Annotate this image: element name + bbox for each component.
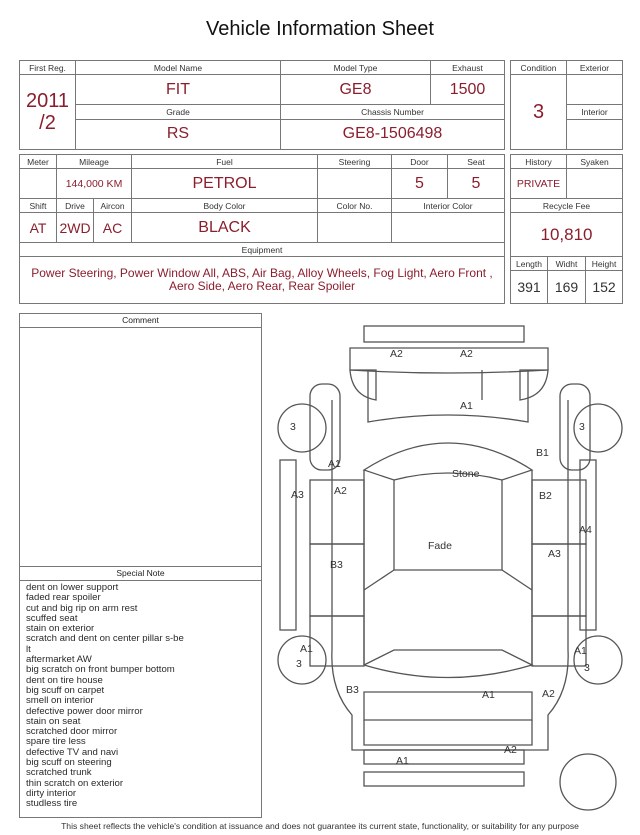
special-note-item: thin scratch on exterior [26,777,124,789]
side-skirt-left [280,460,296,630]
width-label: Widht [548,257,586,271]
door-rear-left [310,544,364,616]
color-no-label: Color No. [318,199,392,213]
model-type-label: Model Type [281,61,431,75]
trunk [364,692,532,720]
diag-center-fade: Fade [428,540,452,552]
special-note-item: stain on exterior [26,623,95,635]
drive-label: Drive [57,199,94,213]
condition-table [510,60,623,150]
grade-value: RS [76,119,281,149]
hood [368,370,528,422]
special-note-item: dent on tire house [26,674,103,686]
color-no-value [318,213,392,243]
front-fender-right [560,384,590,470]
special-note-item: lt [26,643,31,655]
first-reg-year: 2011 [25,90,69,113]
interior-color-value [392,213,505,243]
diag-fender-left-a1: A1 [328,458,341,470]
special-note-label: Special Note [20,567,261,581]
spec-table [19,154,505,304]
special-note-item: aftermarket AW [26,654,92,666]
diag-hood-a1: A1 [460,400,473,412]
equipment-value: Power Steering, Power Window All, ABS, Air Bag, Alloy Wheels, Fog Light, Aero Front , Aero Side, Aero Rear, Rear Spoiler [20,257,505,304]
diag-tire-rl-a1: A1 [300,643,313,655]
special-note-list [20,581,261,810]
wheel-front-left [278,404,326,452]
special-note-box [19,566,262,818]
roof [394,480,502,570]
body-color-value: BLACK [132,213,318,243]
chassis-value: GE8-1506498 [281,119,505,149]
special-note-item: spare tire less [26,736,86,748]
diag-front-left-a2: A2 [390,348,403,360]
history-value: PRIVATE [511,169,567,199]
special-note-item: scratched trunk [26,767,92,779]
special-note-item: studless tire [26,798,78,810]
special-note-item: dirty interior [26,787,77,799]
first-reg-value [20,75,76,150]
diag-right-a4: A4 [579,524,592,536]
shift-label: Shift [20,199,57,213]
body-color-label: Body Color [132,199,318,213]
seat-value: 5 [448,169,505,199]
diag-rear-right-a2: A2 [542,688,555,700]
model-name-value: FIT [76,75,281,105]
special-note-item: dent on lower support [26,582,119,593]
first-reg-month: /2 [39,112,56,135]
exhaust-value: 1500 [431,75,505,105]
length-label: Length [511,257,548,271]
exhaust-label: Exhaust [431,61,505,75]
grade-label: Grade [76,105,281,119]
special-note-item: big scuff on steering [26,757,112,769]
diag-rear-center-a1: A1 [482,689,495,701]
diag-bumper-right-a2: A2 [504,744,517,756]
model-type-value: GE8 [281,75,431,105]
body-outline [332,400,568,750]
model-name-label: Model Name [76,61,281,75]
first-reg-label: First Reg. [20,61,76,75]
aircon-label: Aircon [94,199,132,213]
footer-disclaimer: This sheet reflects the vehicle's condition at issuance and does not guarantee its current state, functionality, or suitability for any purpose [61,821,579,831]
special-note-item: cut and big rip on arm rest [26,602,138,614]
steering-value [318,169,392,199]
drive-value: 2WD [57,213,94,243]
spare-tire [560,754,616,810]
rear-window [364,650,532,678]
side-skirt-right [580,460,596,630]
diag-tire-rr-a1: A1 [574,645,587,657]
headlight-left [350,370,376,400]
diag-right-b2: B2 [539,490,552,502]
seat-label: Seat [448,155,505,169]
windshield [364,443,532,480]
recycle-fee-label: Recycle Fee [511,199,623,213]
quarter-right [532,616,586,666]
special-note-item: scuffed seat [26,612,78,624]
model-info-table [19,60,505,150]
aircon-value: AC [94,213,132,243]
history-label: History [511,155,567,169]
quarter-left [310,616,364,666]
diag-left-a2: A2 [334,485,347,497]
page-title: Vehicle Information Sheet [206,18,434,40]
special-note-item: scratch and dent on center pillar s-be [26,633,184,645]
diag-tire-fl: 3 [290,421,296,433]
syaken-label: Syaken [567,155,623,169]
diag-bumper-left-a1: A1 [396,755,409,767]
shift-value: AT [20,213,57,243]
special-note-item: smell on interior [26,695,94,707]
comment-box [19,313,262,567]
meter-value [20,169,57,199]
special-note-item: scratched door mirror [26,726,118,738]
diag-rear-left-b3: B3 [346,684,359,696]
interior-color-label: Interior Color [392,199,505,213]
diag-right-a3: A3 [548,548,561,560]
history-table [510,154,623,304]
front-bumper-bar [364,326,524,342]
diag-tire-rl-3: 3 [296,658,302,670]
special-note-item: big scratch on front bumper bottom [26,664,175,676]
height-label: Height [586,257,623,271]
comment-label: Comment [20,314,261,328]
front-bumper [350,348,548,373]
door-value: 5 [392,169,448,199]
equipment-label: Equipment [20,243,505,257]
car-damage-diagram [272,320,628,820]
condition-value: 3 [511,75,567,150]
height-value: 152 [586,271,623,304]
mileage-label: Mileage [57,155,132,169]
diag-tire-rr-3: 3 [584,662,590,674]
rear-bumper-bar [364,772,524,786]
wheel-rear-right [574,636,622,684]
special-note-item: defective TV and navi [26,746,119,758]
special-note-item: big scuff on carpet [26,684,105,696]
length-value: 391 [511,271,548,304]
recycle-fee-value: 10,810 [511,213,623,257]
diag-right-b1: B1 [536,447,549,459]
special-note-item: defective power door mirror [26,705,143,717]
condition-label: Condition [511,61,567,75]
diag-left-b3: B3 [330,559,343,571]
special-note-item: stain on seat [26,715,81,727]
chassis-label: Chassis Number [281,105,505,119]
diag-front-right-a2: A2 [460,348,473,360]
fuel-value: PETROL [132,169,318,199]
diag-roof-stone: Stone [452,468,480,480]
special-note-item: faded rear spoiler [26,592,101,604]
diag-tire-fr: 3 [579,421,585,433]
width-value: 169 [548,271,586,304]
syaken-value [567,169,623,199]
meter-label: Meter [20,155,57,169]
headlight-right [520,370,548,400]
exterior-label: Exterior [567,61,623,75]
steering-label: Steering [318,155,392,169]
mileage-value: 144,000 KM [57,169,132,199]
door-label: Door [392,155,448,169]
fuel-label: Fuel [132,155,318,169]
diag-left-a3: A3 [291,489,304,501]
rear-bumper [364,750,524,764]
interior-label: Interior [567,105,623,119]
